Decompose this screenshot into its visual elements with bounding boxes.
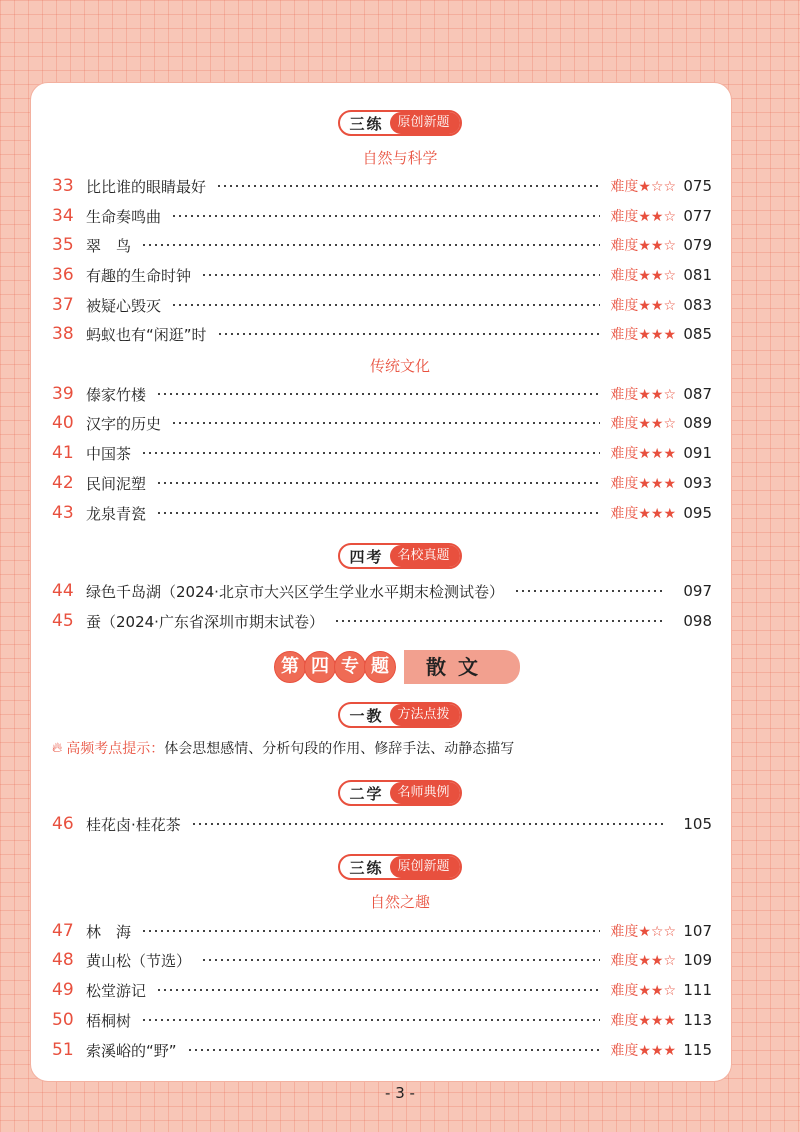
tip-label: 高频考点提示： bbox=[66, 741, 165, 757]
difficulty-rating: 难度★★☆ bbox=[610, 268, 676, 284]
entry-title: 松堂游记 bbox=[86, 981, 147, 1000]
section-header-teach bbox=[0, 702, 800, 728]
toc-entry[interactable] bbox=[52, 607, 712, 635]
entry-number: 46 bbox=[52, 814, 74, 834]
entry-title: 黄山松（节选） bbox=[86, 951, 192, 970]
dot-leader bbox=[217, 333, 601, 335]
toc-entry[interactable] bbox=[52, 439, 712, 467]
toc-entry[interactable] bbox=[52, 469, 712, 497]
entry-title: 林 海 bbox=[86, 922, 132, 941]
dot-leader bbox=[171, 304, 600, 306]
entry-title: 桂花卤·桂花茶 bbox=[86, 815, 181, 834]
section-badge-sub: 原创新题 bbox=[390, 856, 460, 878]
entry-title: 索溪峪的“野” bbox=[86, 1041, 177, 1060]
dot-leader bbox=[201, 959, 600, 961]
section-header-learn bbox=[0, 780, 800, 806]
toc-entry[interactable] bbox=[52, 1036, 712, 1064]
section-badge-sub: 名师典例 bbox=[390, 782, 460, 804]
entry-title: 梧桐树 bbox=[86, 1011, 132, 1030]
entry-number: 49 bbox=[52, 980, 74, 1000]
flame-icon: 🔥︎ bbox=[52, 740, 63, 756]
entry-page: 089 bbox=[683, 414, 712, 432]
entry-page: 098 bbox=[683, 612, 712, 630]
entry-title: 有趣的生命时钟 bbox=[86, 266, 192, 285]
entry-number: 35 bbox=[52, 235, 74, 255]
entry-page: 083 bbox=[683, 296, 712, 314]
dot-leader bbox=[187, 1049, 601, 1051]
entry-title: 蚕（2024·广东省深圳市期末试卷） bbox=[86, 612, 324, 631]
entry-number: 45 bbox=[52, 611, 74, 631]
toc-entry[interactable] bbox=[52, 810, 712, 838]
entry-page: 109 bbox=[683, 951, 712, 969]
entry-title: 绿色千岛湖（2024·北京市大兴区学生学业水平期末检测试卷） bbox=[86, 582, 504, 601]
entry-page: 079 bbox=[683, 236, 712, 254]
toc-entry[interactable] bbox=[52, 261, 712, 289]
page-number: - 3 - bbox=[385, 1084, 415, 1102]
entry-page: 077 bbox=[683, 207, 712, 225]
entry-title: 傣家竹楼 bbox=[86, 385, 147, 404]
entry-page: 097 bbox=[683, 582, 712, 600]
section-badge-main: 一教 bbox=[349, 706, 384, 725]
section-badge-sub: 原创新题 bbox=[390, 112, 460, 134]
difficulty-rating: 难度★★★ bbox=[610, 327, 676, 343]
toc-entry[interactable] bbox=[52, 499, 712, 527]
difficulty-rating: 难度★★★ bbox=[610, 506, 676, 522]
entry-page: 091 bbox=[683, 444, 712, 462]
entry-page: 085 bbox=[683, 325, 712, 343]
entry-number: 44 bbox=[52, 581, 74, 601]
difficulty-rating: 难度★★☆ bbox=[610, 416, 676, 432]
entry-page: 095 bbox=[683, 504, 712, 522]
topic-char: 题 bbox=[364, 651, 396, 683]
entry-title: 生命奏鸣曲 bbox=[86, 207, 162, 226]
dot-leader bbox=[514, 590, 666, 592]
difficulty-rating: 难度★★☆ bbox=[610, 298, 676, 314]
difficulty-rating: 难度★★★ bbox=[610, 1043, 676, 1059]
entry-number: 39 bbox=[52, 384, 74, 404]
subcategory-title: 传统文化 bbox=[369, 357, 430, 375]
topic-char: 第 bbox=[274, 651, 306, 683]
toc-entry[interactable] bbox=[52, 231, 712, 259]
entry-page: 111 bbox=[683, 981, 712, 999]
difficulty-rating: 难度★★★ bbox=[610, 446, 676, 462]
topic-name: 散文 bbox=[404, 650, 520, 684]
section-badge-main: 三练 bbox=[349, 858, 384, 877]
entry-title: 比比谁的眼睛最好 bbox=[86, 177, 207, 196]
section-badge bbox=[338, 543, 461, 569]
entry-page: 113 bbox=[683, 1011, 712, 1029]
entry-page: 105 bbox=[683, 815, 712, 833]
toc-entry[interactable] bbox=[52, 291, 712, 319]
dot-leader bbox=[141, 452, 600, 454]
toc-entry[interactable] bbox=[52, 409, 712, 437]
section-badge bbox=[338, 854, 461, 880]
entry-number: 40 bbox=[52, 413, 74, 433]
dot-leader bbox=[171, 215, 600, 217]
difficulty-rating: 难度★★☆ bbox=[610, 953, 676, 969]
dot-leader bbox=[156, 482, 600, 484]
section-badge bbox=[338, 702, 461, 728]
dot-leader bbox=[141, 930, 600, 932]
entry-page: 093 bbox=[683, 474, 712, 492]
difficulty-rating: 难度★★☆ bbox=[610, 387, 676, 403]
toc-entry[interactable] bbox=[52, 976, 712, 1004]
subcategory-title: 自然与科学 bbox=[362, 149, 438, 167]
toc-entry[interactable] bbox=[52, 577, 712, 605]
entry-number: 42 bbox=[52, 473, 74, 493]
tip-text: 体会思想感情、分析句段的作用、修辞手法、动静态描写 bbox=[164, 741, 515, 757]
section-badge bbox=[338, 110, 461, 136]
entry-page: 087 bbox=[683, 385, 712, 403]
subcategory-title: 自然之趣 bbox=[369, 893, 430, 911]
entry-title: 蚂蚁也有“闲逛”时 bbox=[86, 325, 207, 344]
section-badge-sub: 方法点拨 bbox=[390, 704, 460, 726]
dot-leader bbox=[156, 393, 600, 395]
toc-entry[interactable] bbox=[52, 202, 712, 230]
difficulty-rating: 难度★☆☆ bbox=[610, 924, 676, 940]
dot-leader bbox=[156, 512, 600, 514]
toc-entry[interactable] bbox=[52, 320, 712, 348]
entry-title: 民间泥塑 bbox=[86, 474, 147, 493]
entry-page: 107 bbox=[683, 922, 712, 940]
topic-number-circles bbox=[274, 651, 394, 683]
dot-leader bbox=[201, 274, 600, 276]
dot-leader bbox=[141, 1019, 600, 1021]
entry-title: 翠 鸟 bbox=[86, 236, 132, 255]
section-badge bbox=[338, 780, 461, 806]
toc-entry[interactable] bbox=[52, 380, 712, 408]
entry-number: 38 bbox=[52, 324, 74, 344]
entry-number: 50 bbox=[52, 1010, 74, 1030]
entry-number: 34 bbox=[52, 206, 74, 226]
section-badge-main: 二学 bbox=[349, 784, 384, 803]
dot-leader bbox=[156, 989, 600, 991]
dot-leader bbox=[216, 185, 600, 187]
entry-number: 51 bbox=[52, 1040, 74, 1060]
toc-entry[interactable] bbox=[52, 946, 712, 974]
topic-char: 专 bbox=[334, 651, 366, 683]
toc-entry[interactable] bbox=[52, 1006, 712, 1034]
entry-page: 075 bbox=[683, 177, 712, 195]
toc-entry[interactable] bbox=[52, 917, 712, 945]
dot-leader bbox=[191, 823, 666, 825]
entry-number: 36 bbox=[52, 265, 74, 285]
section-header-practice-2 bbox=[0, 854, 800, 880]
toc-entry[interactable] bbox=[52, 172, 712, 200]
topic-char: 四 bbox=[304, 651, 336, 683]
dot-leader bbox=[171, 422, 600, 424]
difficulty-rating: 难度★★★ bbox=[610, 1013, 676, 1029]
entry-title: 龙泉青瓷 bbox=[86, 504, 147, 523]
entry-number: 43 bbox=[52, 503, 74, 523]
section-badge-main: 四考 bbox=[349, 547, 384, 566]
section-header-exam bbox=[0, 543, 800, 569]
dot-leader bbox=[334, 620, 666, 622]
difficulty-rating: 难度★★☆ bbox=[610, 983, 676, 999]
difficulty-rating: 难度★★☆ bbox=[610, 238, 676, 254]
difficulty-rating: 难度★☆☆ bbox=[610, 179, 676, 195]
entry-number: 48 bbox=[52, 950, 74, 970]
entry-page: 115 bbox=[683, 1041, 712, 1059]
section-header-practice bbox=[0, 110, 800, 136]
entry-number: 41 bbox=[52, 443, 74, 463]
topic-banner bbox=[274, 650, 520, 684]
entry-title: 被疑心毁灭 bbox=[86, 296, 162, 315]
dot-leader bbox=[141, 244, 600, 246]
entry-title: 汉字的历史 bbox=[86, 414, 162, 433]
entry-number: 33 bbox=[52, 176, 74, 196]
entry-page: 081 bbox=[683, 266, 712, 284]
section-badge-sub: 名校真题 bbox=[390, 545, 460, 567]
entry-number: 37 bbox=[52, 295, 74, 315]
exam-point-tip bbox=[52, 738, 514, 758]
entry-title: 中国茶 bbox=[86, 444, 132, 463]
difficulty-rating: 难度★★☆ bbox=[610, 209, 676, 225]
entry-number: 47 bbox=[52, 921, 74, 941]
section-badge-main: 三练 bbox=[349, 114, 384, 133]
difficulty-rating: 难度★★★ bbox=[610, 476, 676, 492]
